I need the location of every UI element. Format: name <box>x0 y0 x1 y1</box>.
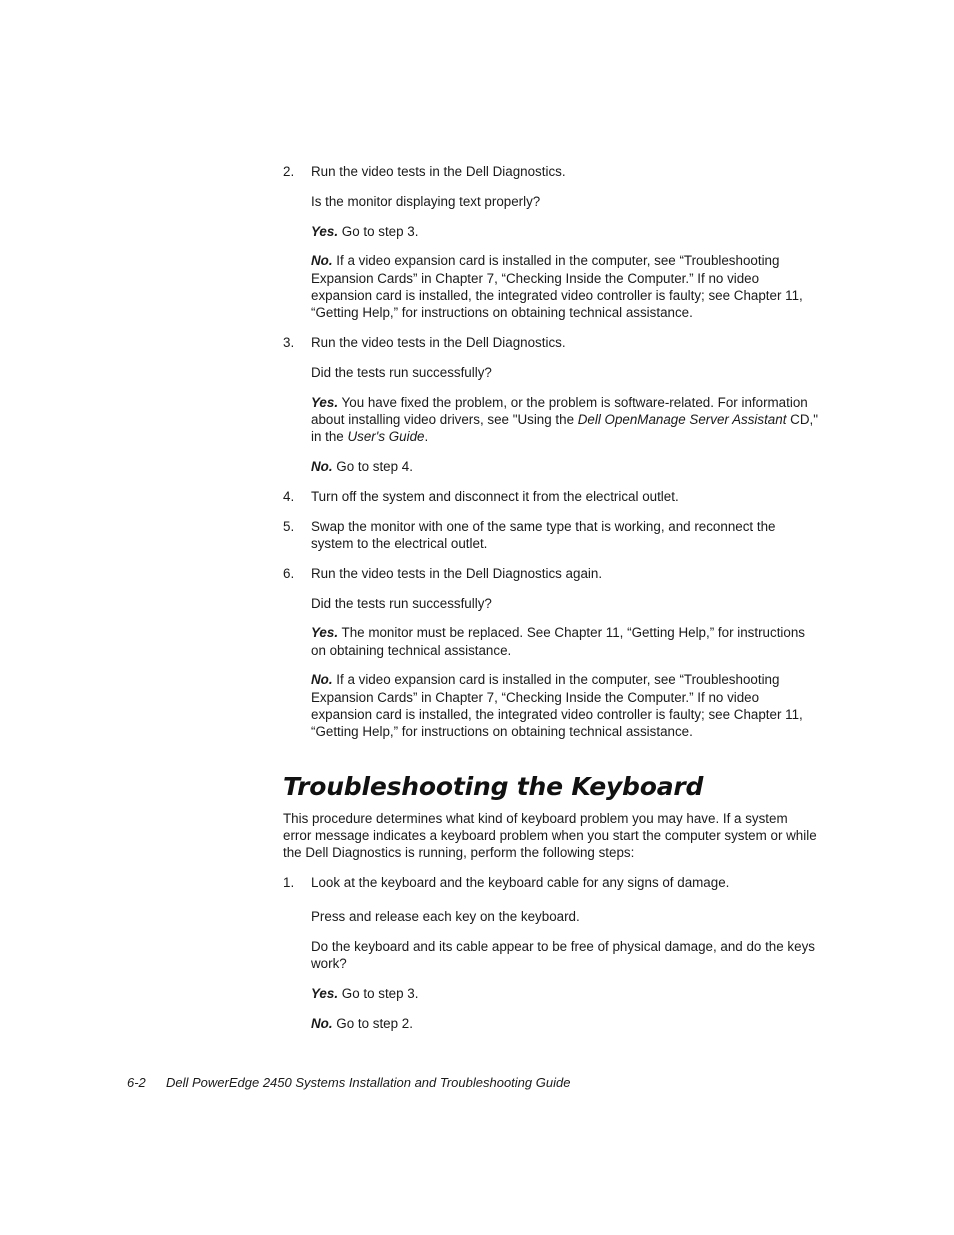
step-text: Swap the monitor with one of the same type that is working, and reconnect the system to the electrical outlet. <box>311 518 776 551</box>
product-name: Dell OpenManage Server Assistant <box>577 411 787 427</box>
yes-text: Go to step 3. <box>338 223 419 239</box>
yes-text-cont: CD," in the <box>311 411 818 445</box>
yes-text: Go to step 3. <box>338 985 419 1001</box>
step-text: Run the video tests in the Dell Diagnostics again. <box>311 565 603 581</box>
book-title: Dell PowerEdge 2450 Systems Installation and Troubleshooting Guide <box>166 1075 571 1090</box>
step-2-no <box>283 252 819 321</box>
step-number: 4. <box>283 488 295 504</box>
yes-label: Yes. <box>311 985 339 1001</box>
no-label: No. <box>311 672 333 688</box>
keyboard-step-1-yes <box>283 985 819 1002</box>
no-text: If a video expansion card is installed in the computer, see “Troubleshooting Expansion Cards” in Chapter 7, “Checking Inside the Computer.” If no video expansion card is installed, the integrated video controller is faulty; see Chapter 11, “Getting Help,” for instructions on obtaining technical assistance. <box>311 253 803 321</box>
yes-label: Yes. <box>311 223 339 239</box>
step-6-no <box>283 671 819 740</box>
page-number: 6-2 <box>127 1075 146 1090</box>
no-label: No. <box>311 253 333 269</box>
no-label: No. <box>311 1015 333 1031</box>
step-4 <box>283 488 819 505</box>
step-3-no <box>283 458 819 475</box>
step-2-question: Is the monitor displaying text properly? <box>311 193 541 209</box>
step-6-question: Did the tests run successfully? <box>311 595 492 611</box>
step-number: 5. <box>283 518 295 534</box>
no-text: Go to step 2. <box>332 1015 413 1031</box>
yes-label: Yes. <box>311 394 339 410</box>
step-2 <box>283 163 819 180</box>
step-number: 1. <box>283 875 295 891</box>
guide-name: User's Guide <box>347 429 425 445</box>
step-3-yes <box>283 394 819 446</box>
step-2-yes <box>283 223 819 240</box>
yes-text: The monitor must be replaced. See Chapter 11, “Getting Help,” for instructions on obtaining technical assistance. <box>311 625 805 658</box>
keyboard-step-1 <box>283 874 819 891</box>
step-6-yes <box>283 624 819 659</box>
section-heading: Troubleshooting the Keyboard <box>283 771 704 801</box>
step-number: 3. <box>283 335 295 351</box>
no-text: If a video expansion card is installed in the computer, see “Troubleshooting Expansion Cards” in Chapter 7, “Checking Inside the Computer.” If no video expansion card is installed, the integrated video controller is faulty; see Chapter 11, “Getting Help,” for instructions on obtaining technical assistance. <box>311 672 803 740</box>
step-number: 2. <box>283 164 295 179</box>
step-5 <box>283 518 819 553</box>
step-text: Run the video tests in the Dell Diagnostics. <box>311 164 566 179</box>
step-text: Turn off the system and disconnect it from the electrical outlet. <box>311 488 679 504</box>
step-text: Run the video tests in the Dell Diagnostics. <box>311 335 566 351</box>
step-3 <box>283 334 819 351</box>
yes-text-end: . <box>424 429 429 445</box>
no-text: Go to step 4. <box>332 459 413 475</box>
page-footer <box>127 1075 570 1090</box>
keyboard-step-1-question: Do the keyboard and its cable appear to be free of physical damage, and do the keys work? <box>311 938 815 971</box>
step-6 <box>283 565 819 582</box>
step-3-question: Did the tests run successfully? <box>311 364 492 380</box>
yes-label: Yes. <box>311 625 339 641</box>
step-number: 6. <box>283 565 295 581</box>
keyboard-step-1-no <box>283 1015 819 1032</box>
page-content <box>283 163 819 1044</box>
no-label: No. <box>311 459 333 475</box>
section-intro: This procedure determines what kind of keyboard problem you may have. If a system error message indicates a keyboard problem when you start the computer system or while the Dell Diagnostics is running, perform the following steps: <box>283 810 817 861</box>
step-text: Look at the keyboard and the keyboard cable for any signs of damage. <box>311 875 730 891</box>
keyboard-step-1-instruction: Press and release each key on the keyboard. <box>311 908 580 924</box>
yes-text: You have fixed the problem, or the problem is software-related. For information about installing video drivers, see "Using the <box>311 394 808 427</box>
